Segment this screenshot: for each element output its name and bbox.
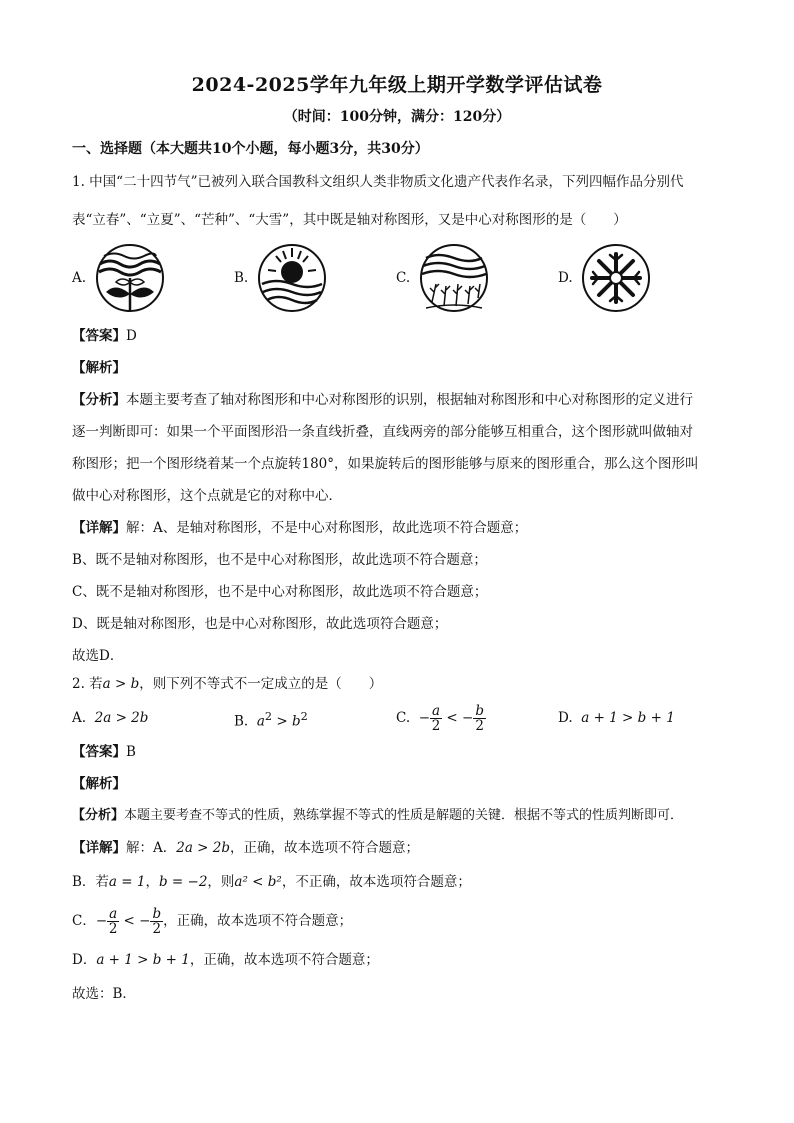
math: a² < b² xyxy=(234,874,282,890)
detail-label: 【详解】 xyxy=(72,520,126,536)
q2-option-d[interactable] xyxy=(558,710,675,726)
denominator: 2 xyxy=(475,718,484,734)
detail-text: D． xyxy=(72,952,97,968)
q2-option-c[interactable] xyxy=(396,704,486,733)
option-letter: C. xyxy=(396,270,411,286)
exponent: 2 xyxy=(264,710,273,723)
q1-stem-line2: 表“立春”、“立夏”、“芒种”、“大雪”，其中既是轴对称图形，又是中心对称图形的是（ ） xyxy=(72,212,627,228)
option-letter: B. xyxy=(234,713,249,730)
detail-text: ，正确，故本选项不符合题意； xyxy=(163,913,353,929)
option-text: a + 1 > b + 1 xyxy=(581,710,675,726)
q2-stem-post: ，则下列不等式不一定成立的是（ ） xyxy=(139,676,383,692)
fenxi-label: 【分析】 xyxy=(72,808,125,823)
detail-text: 解：A、是轴对称图形，不是中心对称图形，故此选项不符合题意； xyxy=(126,520,528,536)
option-text: > b xyxy=(272,713,301,730)
option-letter: A. xyxy=(72,710,87,726)
option-letter: D. xyxy=(558,270,573,286)
q2-stem-pre: 2. 若 xyxy=(72,676,103,692)
denominator: 2 xyxy=(108,921,118,937)
analysis-label: 【解析】 xyxy=(72,360,126,376)
q2-stem xyxy=(72,674,732,694)
fenxi-text: 本题主要考查不等式的性质，熟练掌握不等式的性质是解题的关键．根据不等式的性质判断即可． xyxy=(124,808,684,823)
less-than: < − xyxy=(442,710,474,726)
minus-sign: − xyxy=(418,710,431,726)
q1-detail-line4: D、既是轴对称图形，也是中心对称图形，故此选项符合题意； xyxy=(72,616,448,632)
q1-fenxi-line1 xyxy=(72,390,732,410)
q1-fenxi-line4: 做中心对称图形，这个点就是它的对称中心． xyxy=(72,488,342,504)
detail-text: ，则 xyxy=(207,874,235,890)
q1-stem-line1: 1. 中国“二十四节气”已被列入联合国教科文组织人类非物质文化遗产代表作名录，下列四幅作品分别代 xyxy=(72,174,684,190)
q1-detail-line1 xyxy=(72,518,732,538)
q1-fenxi-line2: 逐一判断即可：如果一个平面图形沿一条直线折叠，直线两旁的部分能够互相重合，这个图形就叫做轴对 xyxy=(72,424,693,440)
q1-options xyxy=(72,238,732,328)
q1-answer xyxy=(72,326,732,346)
q2-detail-b xyxy=(72,872,732,892)
mangzhong-icon xyxy=(418,242,490,314)
exam-subtitle: （时间：100分钟，满分：120分） xyxy=(283,109,511,125)
math: 2a > 2b xyxy=(176,840,231,856)
analysis-label: 【解析】 xyxy=(72,776,126,792)
detail-label: 【详解】 xyxy=(72,840,126,856)
q2-options xyxy=(72,704,732,738)
detail-text: 解：A． xyxy=(126,840,177,856)
answer-label: 【答案】 xyxy=(72,328,126,344)
denominator: 2 xyxy=(431,718,441,734)
denominator: 2 xyxy=(152,921,162,937)
q2-detail-d xyxy=(72,950,732,970)
q2-answer xyxy=(72,742,732,762)
fraction xyxy=(473,704,486,733)
lichun-icon xyxy=(94,242,166,314)
detail-text: ，正确，故本选项不符合题意； xyxy=(230,840,420,856)
exponent: 2 xyxy=(300,710,308,723)
answer-label: 【答案】 xyxy=(72,744,126,760)
minus-sign: − xyxy=(95,913,108,929)
fenxi-label: 【分析】 xyxy=(72,392,126,408)
answer-value: D xyxy=(126,328,137,344)
option-letter: A. xyxy=(72,270,87,286)
answer-value: B xyxy=(126,744,136,760)
option-letter: D. xyxy=(558,710,573,726)
math: a = 1 xyxy=(108,874,146,890)
numerator: b xyxy=(475,703,484,719)
q2-option-b[interactable] xyxy=(234,710,308,730)
detail-text: B．若 xyxy=(72,874,109,890)
daxue-snowflake-icon xyxy=(580,242,652,314)
math: a + 1 > b + 1 xyxy=(96,952,190,968)
q1-conclusion: 故选D． xyxy=(72,648,124,664)
detail-text: C． xyxy=(72,913,96,929)
q1-detail-line2: B、既不是轴对称图形，也不是中心对称图形，故此选项不符合题意； xyxy=(72,552,487,568)
exam-title: 2024-2025学年九年级上期开学数学评估试卷 xyxy=(191,74,603,96)
detail-text: ， xyxy=(145,874,159,890)
q2-analysis-label xyxy=(72,774,732,794)
q2-stem-math: a > b xyxy=(102,676,140,692)
option-text: a xyxy=(256,713,265,730)
section-heading: 一、选择题（本大题共10个小题，每小题3分，共30分） xyxy=(72,141,429,157)
fraction xyxy=(430,704,442,733)
q1-detail-line3: C、既不是轴对称图形，也不是中心对称图形，故此选项不符合题意； xyxy=(72,584,488,600)
fraction xyxy=(150,907,163,936)
fraction xyxy=(107,907,119,936)
q2-conclusion: 故选：B． xyxy=(72,986,136,1002)
fenxi-text: 本题主要考查了轴对称图形和中心对称图形的识别，根据轴对称图形和中心对称图形的定义进行 xyxy=(126,392,693,408)
q1-analysis-label xyxy=(72,358,732,378)
lixia-icon xyxy=(256,242,328,314)
q2-fenxi xyxy=(72,806,732,826)
option-letter: C. xyxy=(396,710,411,726)
math: b = −2 xyxy=(158,874,208,890)
numerator: a xyxy=(109,906,118,922)
less-than: < − xyxy=(119,913,151,929)
option-text: 2a > 2b xyxy=(94,710,149,726)
numerator: b xyxy=(152,906,162,922)
detail-text: ，不正确，故本选项符合题意； xyxy=(281,874,471,890)
numerator: a xyxy=(432,703,441,719)
q1-fenxi-line3: 称图形；把一个图形绕着某一个点旋转180°，如果旋转后的图形能够与原来的图形重合，那么这个图形叫 xyxy=(72,456,699,472)
q2-detail-a xyxy=(72,838,732,858)
q2-detail-c xyxy=(72,904,732,938)
option-letter: B. xyxy=(234,270,249,286)
q2-option-a[interactable] xyxy=(72,710,148,726)
detail-text: ，正确，故本选项不符合题意； xyxy=(189,952,379,968)
